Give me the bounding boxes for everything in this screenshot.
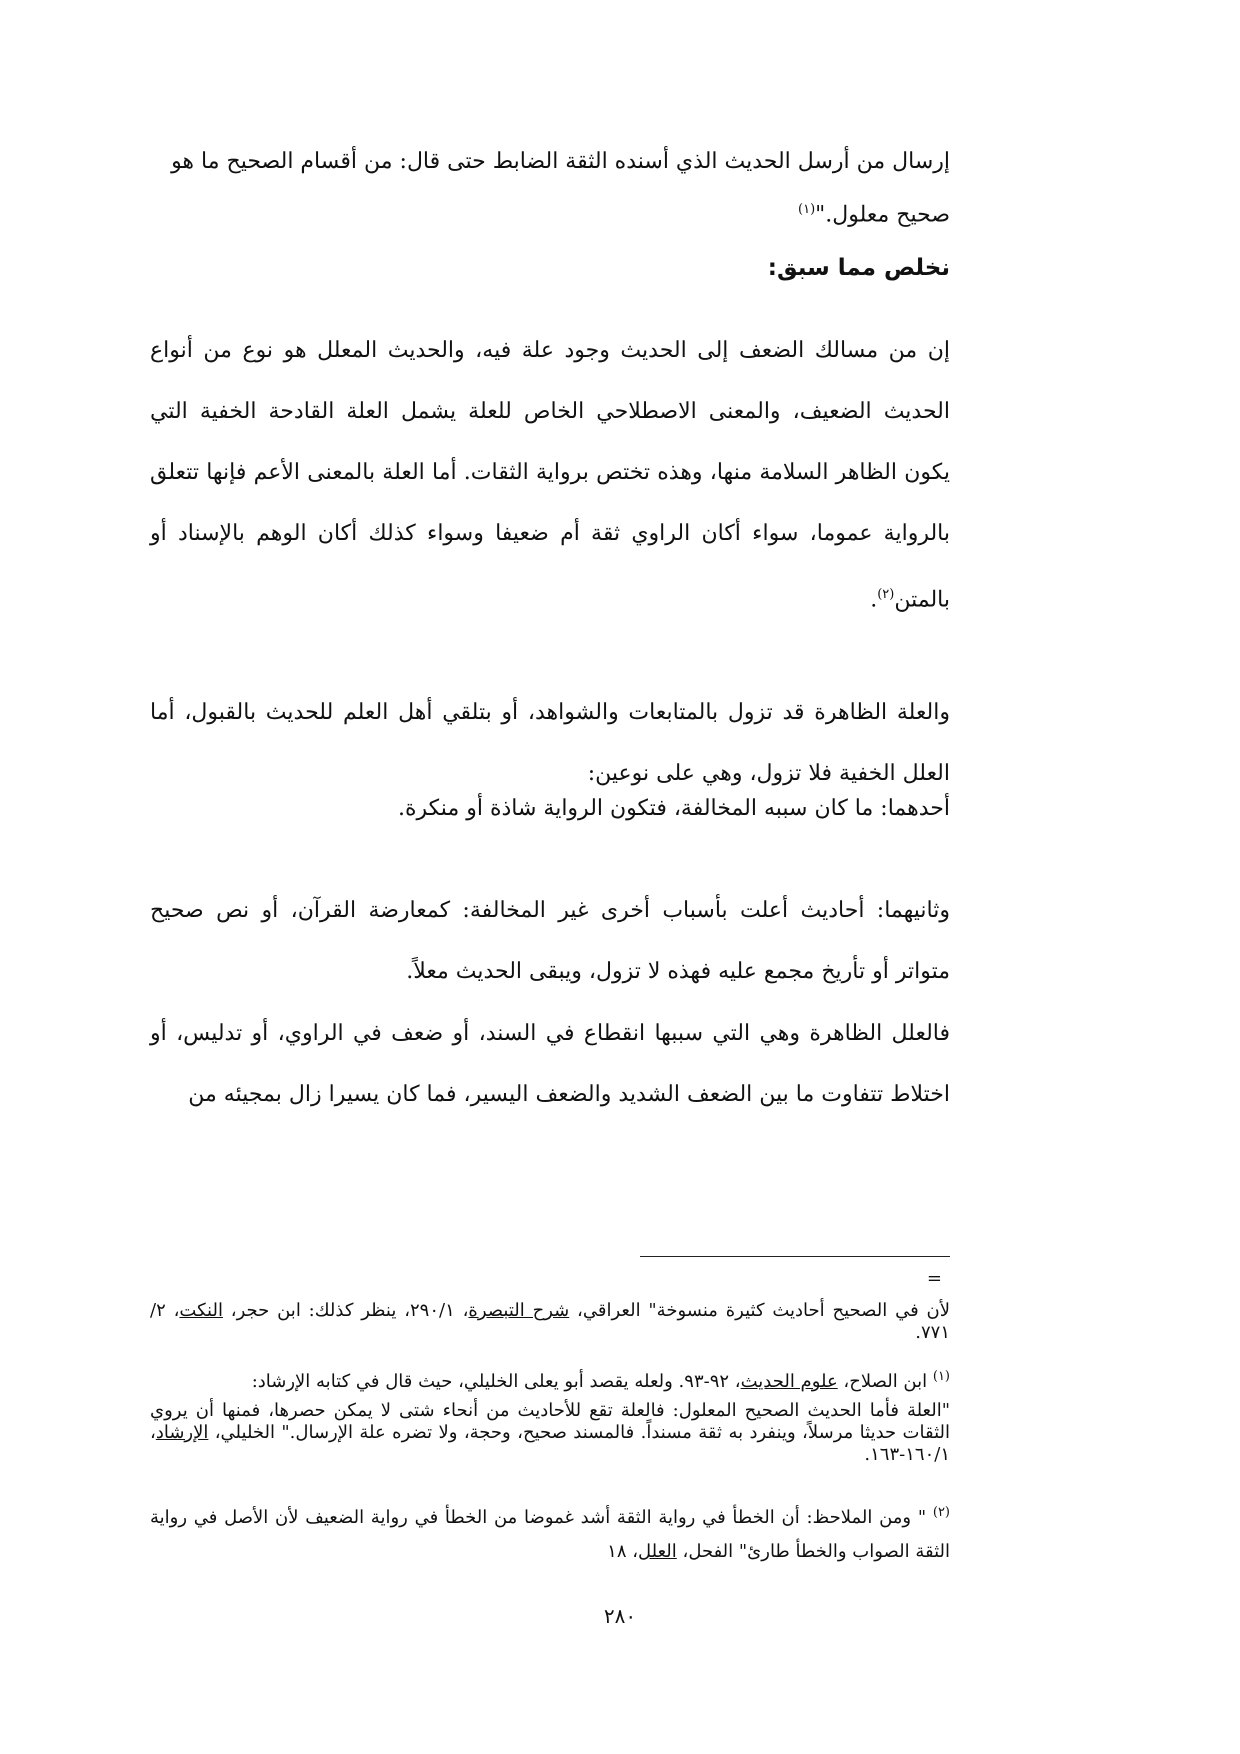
paragraph-3: وثانيهما: أحاديث أعلت بأسباب أخرى غير المخالفة: كمعارضة القرآن، أو نص صحيح متواتر أو تأريخ مجمع عليه فهذه لا تزول، ويبقى الحديث معلاً. — [150, 898, 950, 984]
footnote-continuation-mark: = — [926, 1268, 942, 1289]
footnote-ref-1: (١) — [798, 202, 816, 217]
section-heading: نخلص مما سبق: — [767, 255, 950, 281]
quote-line-2: صحيح معلول."$^{(١)}$ — [798, 202, 950, 228]
book-title: علوم الحديث — [740, 1371, 838, 1392]
paragraph-2: والعلة الظاهرة قد تزول بالمتابعات والشواهد، أو بتلقي أهل العلم للحديث بالقبول، أما العلل الخفية فلا تزول، وهي على نوعين: — [150, 700, 950, 786]
book-title: الإرشاد — [155, 1422, 209, 1443]
footnote-continued: لأن في الصحيح أحاديث كثيرة منسوخة" العراقي، شرح التبصرة، ٢٩٠/١، ينظر كذلك: ابن حجر، النكت، ٢/ ٧٧١. — [150, 1300, 951, 1343]
book-title: شرح التبصرة — [468, 1300, 570, 1321]
footnote-separator — [640, 1256, 950, 1257]
footnote-ref-2: (٢) — [877, 587, 895, 602]
footnote-2: $^{(٢)}$ " ومن الملاحظ: أن الخطأ في رواية الثقة أشد غموضا من الخطأ في رواية الضعيف لأن الأصل في رواية الثقة الصواب والخطأ طارئ" الفحل، العلل، ١٨ — [150, 1505, 950, 1562]
quote-block — [150, 138, 950, 239]
book-title: النكت — [179, 1300, 223, 1321]
paragraph-1: إن من مسالك الضعف إلى الحديث وجود علة فيه، والحديث المعلل هو نوع من أنواع الحديث الضعيف، والمعنى الاصطلاحي الخاص للعلة يشمل العلة القادحة الخفية التي يكون الظاهر السلامة منها، وهذه تختص برواية الثقات. أما العلة بالمعنى الأعم فإنها تتعلق بالرواية عموما، سواء أكان الراوي ثقة أم ضعيفا وسواء كذلك أكان الوهم بالإسناد أو بالمتن$^{(٢)}$. — [150, 338, 950, 613]
paragraph-4: فالعلل الظاهرة وهي التي سببها انقطاع في السند، أو ضعف في الراوي، أو تدليس، أو اختلاط تتفاوت ما بين الضعف الشديد والضعف اليسير، فما كان يسيرا زال بمجيئه من — [150, 1021, 951, 1107]
quote-line-1: إرسال من أرسل الحديث الذي أسنده الثقة الضابط حتى قال: من أقسام الصحيح ما هو — [171, 149, 950, 174]
footnote-number: (١) — [932, 1369, 950, 1384]
page-number: ٢٨٠ — [603, 1604, 637, 1628]
first-type-line: أحدهما: ما كان سببه المخالفة، فتكون الرواية شاذة أو منكرة. — [398, 796, 950, 821]
footnote-1: $^{(١)}$ ابن الصلاح، علوم الحديث، ٩٢-٩٣. ولعله يقصد أبو يعلى الخليلي، حيث قال في كتابه الإرشاد: "العلة فأما الحديث الصحيح المعلول: فالعلة تقع للأحاديث من أنحاء شتى لا يمكن حصرها، فمنها أن يروي الثقات حديثا مرسلاً، وينفرد به ثقة مسنداً. فالمسند صحيح، وحجة، ولا تضره علة الإرسال." الخليلي، الإرشاد، ١٦٠/١-١٦٣. — [150, 1369, 950, 1465]
book-title: العلل — [638, 1541, 677, 1562]
footnote-number: (٢) — [932, 1505, 950, 1520]
